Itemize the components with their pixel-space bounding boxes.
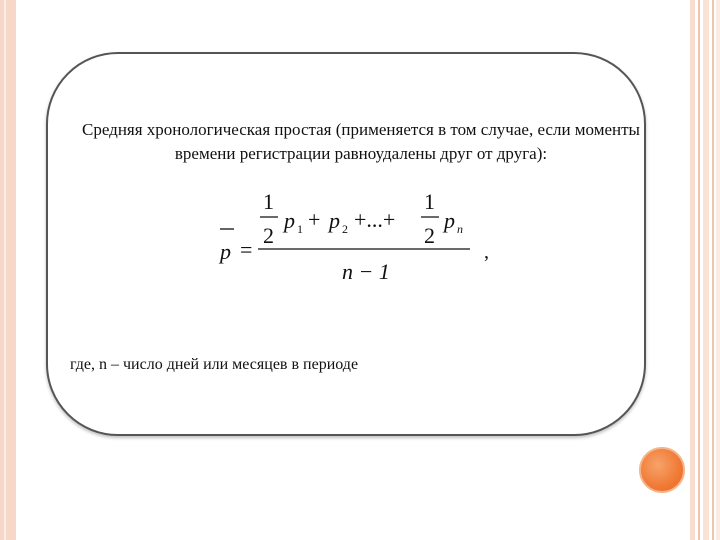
chronological-mean-formula (214, 186, 504, 286)
formula-half-den-2: 2 (424, 223, 435, 248)
formula-pn: p (444, 208, 455, 233)
formula-half-num-1: 1 (263, 189, 274, 214)
formula-lhs: p (220, 239, 231, 264)
formula-trailing-comma: , (484, 241, 489, 263)
formula-p1: p (284, 208, 295, 233)
formula-dots: +...+ (354, 207, 396, 232)
formula-equals: = (240, 237, 253, 262)
formula-p2: p (329, 208, 340, 233)
formula-denominator: n − 1 (342, 259, 390, 284)
orange-circle-decoration (639, 447, 685, 493)
formula-sub2: 2 (342, 222, 348, 236)
formula-half-den-1: 2 (263, 223, 274, 248)
left-decorative-border (0, 0, 16, 540)
right-decorative-stripes (690, 0, 720, 540)
formula-plus: + (308, 207, 321, 232)
formula-sub1: 1 (297, 222, 303, 236)
formula-half-num-2: 1 (424, 189, 435, 214)
formula-subn: n (457, 222, 463, 236)
intro-text: Средняя хронологическая простая (применяется в том случае, если моменты времени регистрации равноудалены друг от друга): (82, 120, 640, 163)
footnote-text: где, n – число дней или месяцев в периоде (70, 356, 359, 373)
